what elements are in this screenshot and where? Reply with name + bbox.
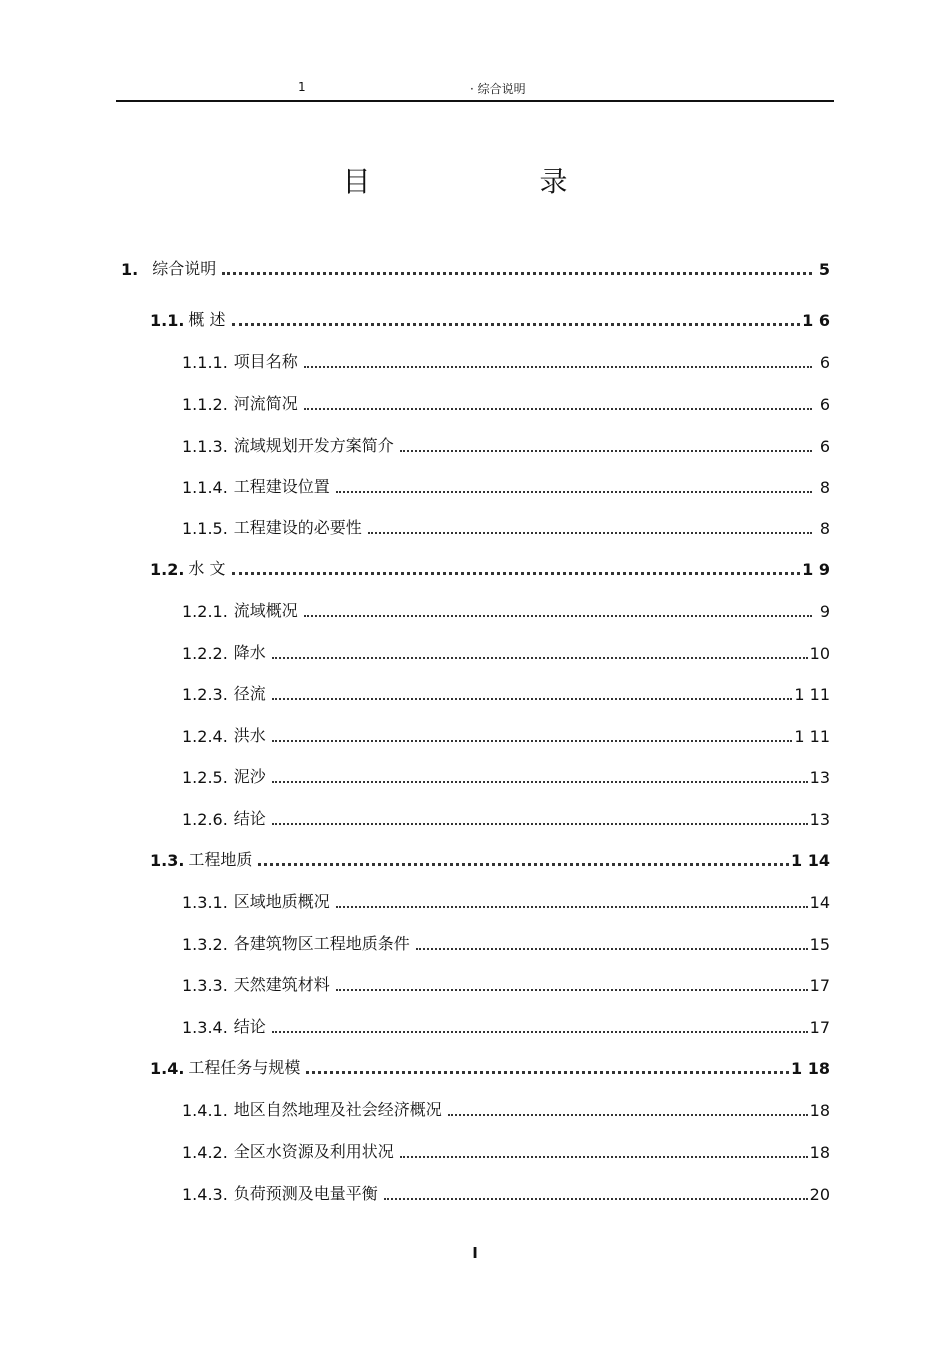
toc-entry-page: 10 — [809, 644, 830, 663]
toc-dot-leader — [272, 647, 808, 659]
toc-dot-leader — [448, 1104, 808, 1116]
toc-entry-page: 18 — [809, 1143, 830, 1162]
toc-dot-leader — [272, 688, 793, 700]
toc-dot-leader — [272, 730, 793, 742]
toc-dot-leader — [304, 605, 812, 617]
toc-entry-title: 项目名称 — [233, 352, 298, 371]
toc-entry-title: 各建筑物区工程地质条件 — [233, 934, 410, 953]
toc-entry-number: 1.2.5. — [182, 768, 228, 787]
toc-dot-leader — [272, 813, 808, 825]
toc-dot-leader — [272, 771, 808, 783]
toc-entry-title: 综合说明 — [152, 259, 217, 278]
toc-entry-number: 1.2.1. — [182, 602, 228, 621]
toc-entry-number: 1.4.1. — [182, 1101, 228, 1120]
toc-entry-title: 区域地质概况 — [233, 892, 330, 911]
toc-entry-page: 1 6 — [802, 311, 830, 330]
toc-entry-title: 结论 — [233, 1017, 266, 1036]
toc-entry-page: 17 — [809, 1018, 830, 1037]
toc-entry-title: 工程地质 — [188, 850, 253, 869]
toc-entry[interactable] — [182, 763, 830, 787]
toc-entry-page: 9 — [819, 602, 830, 621]
toc-entry[interactable] — [182, 597, 830, 621]
toc-entry-page: 6 — [819, 353, 830, 372]
toc-entry[interactable] — [182, 930, 830, 954]
toc-dot-leader — [306, 1061, 789, 1074]
toc-entry[interactable] — [182, 473, 830, 497]
toc-dot-leader — [304, 398, 812, 410]
toc-entry-number: 1.3.4. — [182, 1018, 228, 1037]
toc-entry-title: 降水 — [233, 643, 266, 662]
page-header — [116, 78, 834, 102]
toc-entry-number: 1.4. — [150, 1059, 185, 1078]
toc-entry[interactable] — [182, 722, 830, 746]
toc-entry-number: 1.1.5. — [182, 519, 228, 538]
toc-entry-number: 1.2.2. — [182, 644, 228, 663]
toc-dot-leader — [232, 562, 801, 575]
toc-dot-leader — [368, 522, 812, 534]
toc-entry[interactable] — [182, 1096, 830, 1120]
toc-entry-page: 18 — [809, 1101, 830, 1120]
toc-entry[interactable] — [182, 805, 830, 829]
toc-entry-title: 结论 — [233, 809, 266, 828]
toc-entry-page: 13 — [809, 768, 830, 787]
toc-entry[interactable] — [182, 971, 830, 995]
toc-entry-page: 15 — [809, 935, 830, 954]
toc-entry-number: 1.4.3. — [182, 1185, 228, 1204]
toc-dot-leader — [304, 356, 812, 368]
header-section-title: · 综合说明 — [470, 82, 526, 96]
toc-entry-number: 1.2.6. — [182, 810, 228, 829]
toc-dot-leader — [400, 440, 812, 452]
toc-entry-title: 负荷预测及电量平衡 — [233, 1184, 378, 1203]
toc-entry-number: 1.1.3. — [182, 437, 228, 456]
toc-entry[interactable] — [182, 639, 830, 663]
toc-entry[interactable] — [182, 1013, 830, 1037]
toc-entry[interactable] — [150, 1054, 830, 1078]
toc-dot-leader — [336, 481, 812, 493]
toc-entry-number: 1.1.2. — [182, 395, 228, 414]
toc-entry-title: 工程建设位置 — [233, 477, 330, 496]
toc-entry[interactable] — [150, 555, 830, 579]
toc-entry-number: 1.4.2. — [182, 1143, 228, 1162]
toc-entry-title: 概 述 — [188, 310, 226, 329]
toc-entry-number: 1.1.4. — [182, 478, 228, 497]
toc-entry-page: 13 — [809, 810, 830, 829]
toc-entry-number: 1.1. — [150, 311, 185, 330]
toc-entry[interactable] — [182, 432, 830, 456]
toc-entry-number: 1. — [121, 260, 139, 279]
toc-dot-leader — [272, 1021, 808, 1033]
toc-entry[interactable] — [182, 680, 830, 704]
toc-entry-title: 工程建设的必要性 — [233, 518, 362, 537]
toc-entry-number: 1.2.3. — [182, 685, 228, 704]
toc-entry-title: 工程任务与规模 — [188, 1058, 301, 1077]
toc-dot-leader — [222, 262, 812, 275]
toc-entry[interactable] — [182, 1180, 830, 1204]
toc-dot-leader — [400, 1146, 808, 1158]
toc-dot-leader — [232, 313, 801, 326]
toc-entry-title: 河流简况 — [233, 394, 298, 413]
header-page-number: 1 — [298, 80, 306, 94]
toc-entry-page: 1 14 — [791, 851, 830, 870]
toc-entry-title: 地区自然地理及社会经济概况 — [233, 1100, 442, 1119]
toc-entry-page: 8 — [819, 519, 830, 538]
toc-entry[interactable] — [182, 514, 830, 538]
toc-entry-title: 流域概况 — [233, 601, 298, 620]
toc-entry-number: 1.1.1. — [182, 353, 228, 372]
toc-entry-title: 径流 — [233, 684, 266, 703]
toc-entry[interactable] — [150, 306, 830, 330]
toc-dot-leader — [416, 938, 808, 950]
toc-entry-page: 1 9 — [802, 560, 830, 579]
toc-dot-leader — [336, 896, 808, 908]
toc-entry[interactable] — [182, 1138, 830, 1162]
toc-entry[interactable] — [182, 348, 830, 372]
toc-entry-title: 水 文 — [188, 559, 226, 578]
toc-entry-page: 1 18 — [791, 1059, 830, 1078]
toc-entry[interactable] — [182, 888, 830, 912]
toc-entry-number: 1.3.3. — [182, 976, 228, 995]
toc-entry[interactable] — [150, 846, 830, 870]
toc-entry[interactable] — [182, 390, 830, 414]
toc-dot-leader — [384, 1188, 808, 1200]
toc-entry-title: 全区水资源及利用状况 — [233, 1142, 394, 1161]
toc-entry-page: 14 — [809, 893, 830, 912]
toc-entry-page: 1 11 — [794, 727, 830, 746]
toc-entry-number: 1.2. — [150, 560, 185, 579]
page-footer-number: I — [472, 1244, 478, 1262]
toc-entry-title: 流域规划开发方案简介 — [233, 436, 394, 455]
toc-entry[interactable] — [121, 255, 830, 279]
toc-entry-number: 1.2.4. — [182, 727, 228, 746]
toc-entry-title: 天然建筑材料 — [233, 975, 330, 994]
toc-entry-page: 20 — [809, 1185, 830, 1204]
toc-entry-number: 1.3.1. — [182, 893, 228, 912]
toc-entry-page: 5 — [818, 260, 830, 279]
toc-dot-leader — [258, 853, 789, 866]
toc-entry-page: 1 11 — [794, 685, 830, 704]
toc-entry-page: 8 — [819, 478, 830, 497]
toc-title: 目 录 — [342, 165, 648, 198]
toc-entry-page: 6 — [819, 395, 830, 414]
toc-entry-page: 6 — [819, 437, 830, 456]
toc-dot-leader — [336, 979, 808, 991]
toc-entry-title: 洪水 — [233, 726, 266, 745]
toc-entry-page: 17 — [809, 976, 830, 995]
toc-entry-number: 1.3.2. — [182, 935, 228, 954]
toc-entry-number: 1.3. — [150, 851, 185, 870]
toc-entry-title: 泥沙 — [233, 767, 266, 786]
